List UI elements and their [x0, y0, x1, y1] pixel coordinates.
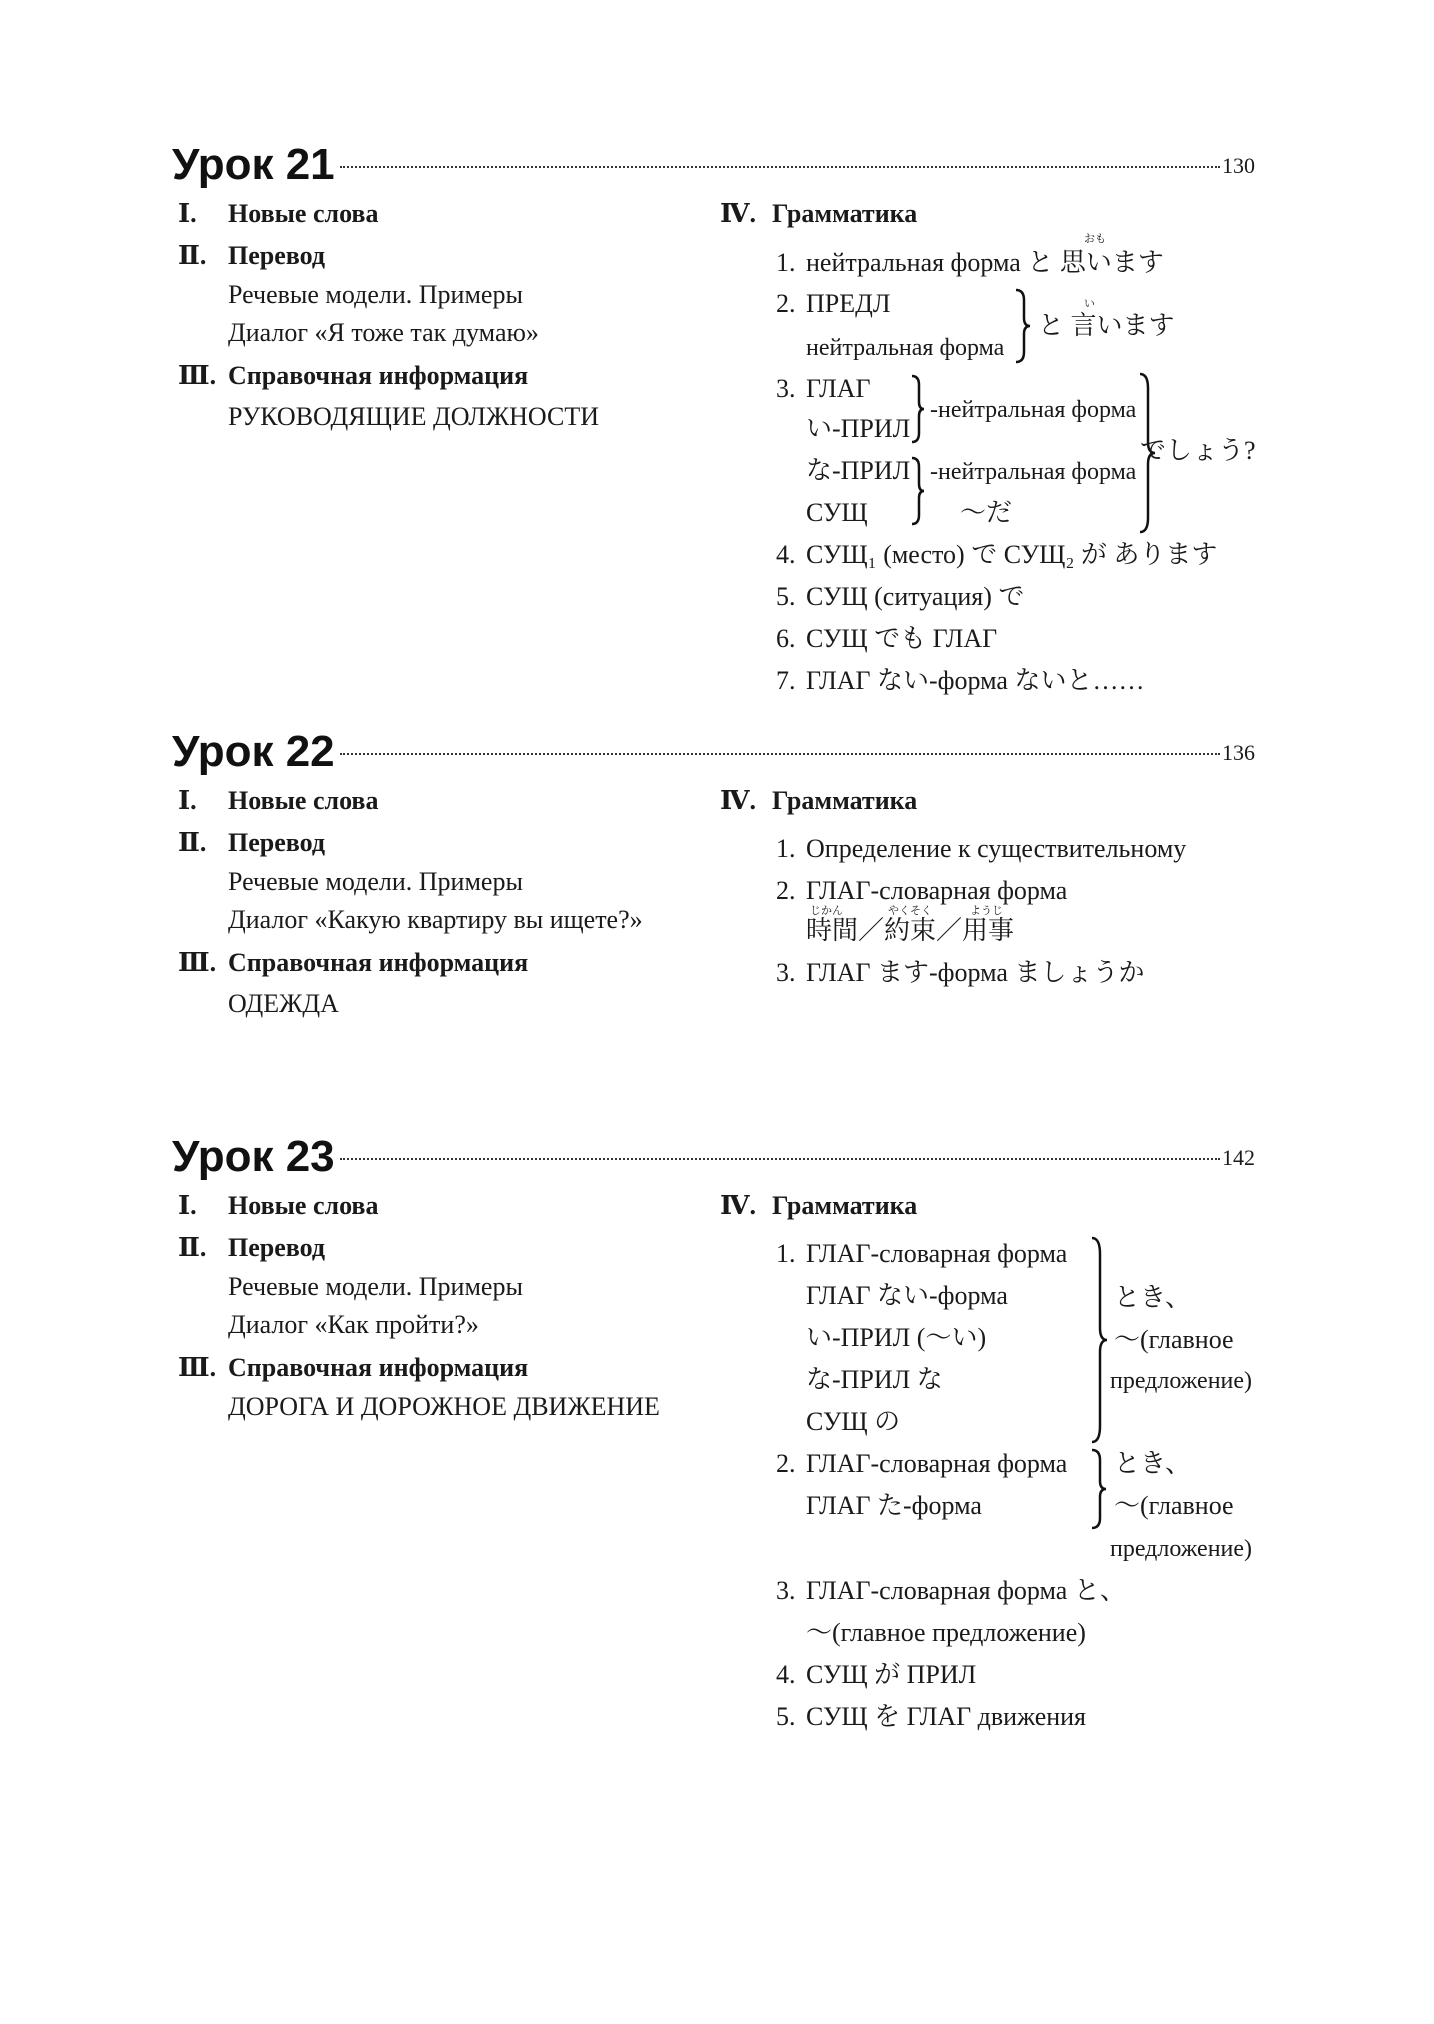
subsection-reference-topic[interactable]: РУКОВОДЯЩИЕ ДОЛЖНОСТИ — [228, 402, 599, 431]
grammar-item[interactable]: ГЛАГ ない-форма ないと…… — [806, 666, 1145, 695]
section-grammar[interactable]: Грамматика — [772, 199, 918, 228]
right-brace-icon — [1090, 1448, 1108, 1530]
grammar-line: нейтральная форма — [806, 335, 1005, 361]
grammar-item-number: 1. — [776, 248, 796, 277]
grammar-item[interactable]: СУЩ₁ (место) で СУЩ₂ が あります — [806, 540, 1218, 569]
grammar-item[interactable]: Определение к существительному — [806, 834, 1187, 863]
right-brace-icon — [910, 456, 926, 526]
grammar-item[interactable]: СУЩ が ПРИЛ — [806, 1660, 977, 1689]
grammar-line: ПРЕДЛ — [806, 289, 891, 318]
grammar-line: ～(главное — [1114, 1491, 1234, 1520]
section-translation[interactable]: Перевод — [228, 241, 326, 270]
grammar-item-number: 2. — [776, 876, 796, 905]
page-number[interactable]: 142 — [1222, 1145, 1255, 1170]
lesson-title: Урок 22 — [172, 727, 335, 776]
grammar-line: ГЛАГ た-форма — [806, 1491, 982, 1520]
section-translation[interactable]: Перевод — [228, 1233, 326, 1262]
section-grammar[interactable]: Грамматика — [772, 786, 918, 815]
page-number[interactable]: 136 — [1222, 740, 1255, 765]
grammar-line: な-ПРИЛ — [806, 456, 911, 485]
grammar-item-number: 5. — [776, 1702, 796, 1731]
grammar-line: предложение) — [1110, 1536, 1253, 1562]
section-num: Ⅱ. — [178, 828, 207, 857]
grammar-item-number: 6. — [776, 624, 796, 653]
furigana: い — [1084, 297, 1095, 310]
dotted-leader — [340, 1158, 1220, 1160]
subsection-patterns[interactable]: Речевые модели. Примеры — [228, 867, 523, 896]
grammar-line: -нейтральная форма — [930, 397, 1137, 423]
section-num: Ⅲ. — [178, 1353, 217, 1382]
grammar-line: ГЛАГ ない-форма — [806, 1281, 1008, 1310]
section-num: Ⅲ. — [178, 948, 217, 977]
grammar-line: ГЛАГ — [806, 374, 871, 403]
section-num: Ⅳ. — [720, 786, 757, 815]
section-new-words[interactable]: Новые слова — [228, 199, 379, 228]
furigana: おも — [1084, 232, 1106, 245]
grammar-line: い-ПРИЛ — [806, 414, 911, 443]
grammar-item-number: 1. — [776, 834, 796, 863]
page-number[interactable]: 130 — [1222, 153, 1255, 178]
section-new-words[interactable]: Новые слова — [228, 786, 379, 815]
grammar-line: ～(главное предложение) — [806, 1618, 1086, 1647]
dotted-leader — [340, 753, 1220, 755]
right-brace-icon — [1090, 1236, 1110, 1444]
grammar-item-number: 7. — [776, 666, 796, 695]
section-num: Ⅰ. — [178, 1191, 197, 1220]
grammar-line: な-ПРИЛ な — [806, 1365, 943, 1394]
section-num: Ⅳ. — [720, 1191, 757, 1220]
grammar-item-number: 5. — [776, 582, 796, 611]
subsection-dialog[interactable]: Диалог «Как пройти?» — [228, 1310, 479, 1339]
grammar-item[interactable]: ГЛАГ-словарная форма — [806, 876, 1068, 905]
lesson-title: Урок 21 — [172, 140, 335, 189]
grammar-item-number: 3. — [776, 374, 796, 403]
grammar-line: ГЛАГ-словарная форма — [806, 1449, 1068, 1478]
section-reference[interactable]: Справочная информация — [228, 1353, 529, 1382]
grammar-item-number: 4. — [776, 540, 796, 569]
section-num: Ⅳ. — [720, 199, 757, 228]
grammar-item-number: 2. — [776, 289, 796, 318]
grammar-item-number: 4. — [776, 1660, 796, 1689]
grammar-item-number: 3. — [776, 1576, 796, 1605]
grammar-item-number: 3. — [776, 958, 796, 987]
grammar-item[interactable]: СУЩ を ГЛАГ движения — [806, 1702, 1087, 1731]
grammar-line[interactable]: ГЛАГ-словарная форма と、 — [806, 1576, 1126, 1605]
subsection-patterns[interactable]: Речевые модели. Примеры — [228, 280, 523, 309]
grammar-item[interactable]: СУЩ (ситуация) で — [806, 582, 1025, 611]
section-grammar[interactable]: Грамматика — [772, 1191, 918, 1220]
subsection-patterns[interactable]: Речевые модели. Примеры — [228, 1272, 523, 1301]
right-brace-icon — [1014, 288, 1032, 364]
section-new-words[interactable]: Новые слова — [228, 1191, 379, 1220]
grammar-line: 時間／約束／用事 — [806, 916, 1015, 945]
subsection-reference-topic[interactable]: ДОРОГА И ДОРОЖНОЕ ДВИЖЕНИЕ — [228, 1392, 660, 1421]
grammar-item[interactable]: СУЩ でも ГЛАГ — [806, 624, 998, 653]
furigana: やくそく — [888, 904, 932, 917]
section-translation[interactable]: Перевод — [228, 828, 326, 857]
grammar-item[interactable]: ГЛАГ ます-форма ましょうか — [806, 958, 1145, 987]
subsection-dialog[interactable]: Диалог «Я тоже так думаю» — [228, 318, 539, 347]
grammar-item[interactable]: нейтральная форма と 思います — [806, 248, 1164, 277]
grammar-line: ～だ — [960, 498, 1013, 527]
dotted-leader — [340, 166, 1220, 168]
section-num: Ⅱ. — [178, 1233, 207, 1262]
grammar-line: ～(главное — [1114, 1325, 1234, 1354]
grammar-line: -нейтральная форма — [930, 459, 1137, 485]
section-reference[interactable]: Справочная информация — [228, 948, 529, 977]
grammar-line: предложение) — [1110, 1368, 1253, 1394]
grammar-item-number: 2. — [776, 1449, 796, 1478]
grammar-line: ГЛАГ-словарная форма — [806, 1239, 1068, 1268]
grammar-item-number: 1. — [776, 1239, 796, 1268]
furigana: ようじ — [970, 904, 1003, 917]
furigana: じかん — [810, 904, 843, 917]
section-reference[interactable]: Справочная информация — [228, 361, 529, 390]
grammar-item-suffix[interactable]: とき、 — [1114, 1449, 1191, 1478]
grammar-item-suffix[interactable]: とき、 — [1114, 1283, 1191, 1312]
grammar-line: СУЩ — [806, 498, 868, 527]
subsection-reference-topic[interactable]: ОДЕЖДА — [228, 989, 339, 1018]
lesson-title: Урок 23 — [172, 1132, 335, 1181]
grammar-line: СУЩ の — [806, 1407, 901, 1436]
right-brace-icon — [910, 374, 926, 444]
section-num: Ⅲ. — [178, 361, 217, 390]
grammar-item-suffix[interactable]: でしょう? — [1140, 436, 1256, 465]
section-num: Ⅰ. — [178, 199, 197, 228]
grammar-line: い-ПРИЛ (～い) — [806, 1323, 987, 1352]
section-num: Ⅱ. — [178, 241, 207, 270]
section-num: Ⅰ. — [178, 786, 197, 815]
subsection-dialog[interactable]: Диалог «Какую квартиру вы ищете?» — [228, 905, 643, 934]
grammar-item-suffix[interactable]: と 言います — [1038, 311, 1175, 340]
